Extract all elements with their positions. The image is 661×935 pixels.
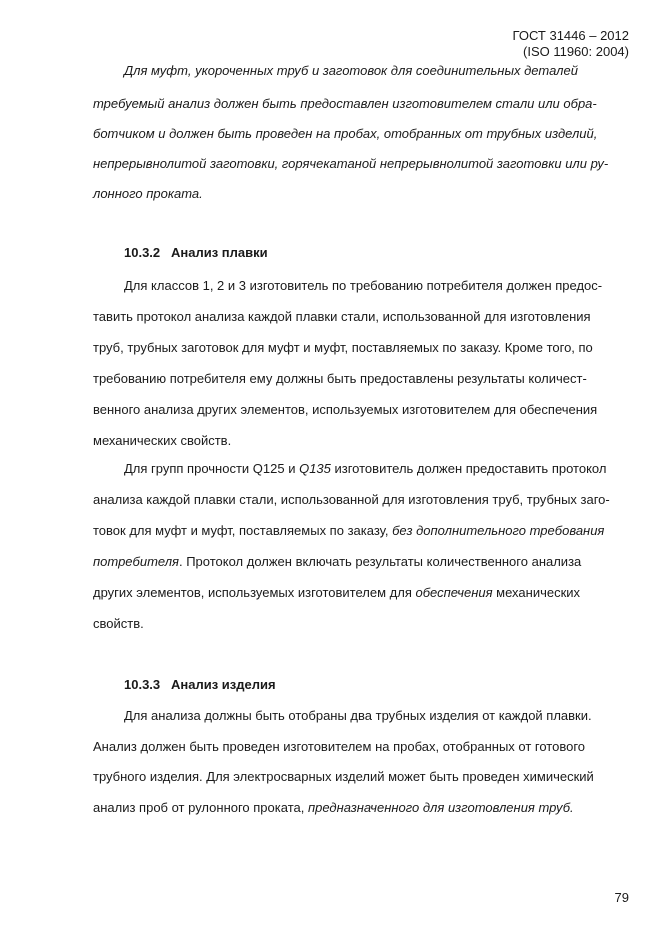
text-line: Для муфт, укороченных труб и заготовок для соединительных деталей (124, 63, 578, 78)
text-line: требуемый анализ должен быть предоставлен изготовителем стали или обра- (93, 96, 597, 111)
text-line: трубного изделия. Для электросварных изделий может быть проведен химический (93, 769, 594, 784)
text-line: Анализ должен быть проведен изготовителем на пробах, отобранных от готового (93, 739, 586, 754)
standard-code: ГОСТ 31446 – 2012 (512, 28, 629, 43)
text-line (93, 585, 580, 601)
iso-reference: (ISO 11960: 2004) (523, 44, 629, 59)
text-line (93, 523, 604, 539)
text-span-italic: предназначенного для изготовления труб. (307, 800, 574, 815)
text-line: анализа каждой плавки стали, использованной для изготовления труб, трубных заго- (93, 492, 610, 507)
text-span-italic: обеспечения (415, 585, 493, 600)
text-line: Для анализа должны быть отобраны два трубных изделия от каждой плавки. (124, 708, 592, 723)
text-line: непрерывнолитой заготовки, горячекатаной непрерывнолитой заготовки или ру- (93, 156, 609, 171)
text-span: товок для муфт и муфт, поставляемых по заказу, (93, 523, 393, 538)
text-span: . Протокол должен включать результаты количественного анализа (178, 554, 582, 569)
text-line: венного анализа других элементов, используемых изготовителем для обеспечения (93, 402, 598, 417)
text-line: труб, трубных заготовок для муфт и муфт, поставляемых по заказу. Кроме того, по (93, 340, 593, 355)
text-line (124, 461, 606, 477)
text-span-italic: потребителя (93, 554, 179, 569)
text-line (93, 800, 574, 816)
section-heading-heat-analysis (124, 245, 268, 261)
text-span: анализ проб от рулонного проката, (93, 800, 308, 815)
text-line: механических свойств. (93, 433, 232, 448)
text-span-italic: Q135 (299, 461, 331, 476)
section-title: Анализ изделия (171, 677, 276, 692)
document-header (513, 28, 629, 60)
text-line (93, 554, 581, 570)
section-title: Анализ плавки (171, 245, 268, 260)
text-span: других элементов, используемых изготовителем для (93, 585, 416, 600)
section-number: 10.3.2 (124, 245, 161, 260)
text-span: Для групп прочности Q125 и (124, 461, 300, 476)
text-span-italic: без дополнительного требования (392, 523, 605, 538)
text-line: ботчиком и должен быть проведен на пробах, отобранных от трубных изделий, (93, 126, 598, 141)
text-span: механических (492, 585, 581, 600)
text-line: тавить протокол анализа каждой плавки стали, использованной для изготовления (93, 309, 591, 324)
page-number: 79 (614, 890, 629, 905)
text-line: требованию потребителя ему должны быть предоставлены результаты количест- (93, 371, 587, 386)
text-line: Для классов 1, 2 и 3 изготовитель по требованию потребителя должен предос- (124, 278, 603, 293)
text-line: свойств. (93, 616, 144, 631)
text-span: изготовитель должен предоставить протокол (330, 461, 607, 476)
section-number: 10.3.3 (124, 677, 161, 692)
text-line: лонного проката. (93, 186, 203, 201)
section-heading-product-analysis (124, 677, 276, 693)
